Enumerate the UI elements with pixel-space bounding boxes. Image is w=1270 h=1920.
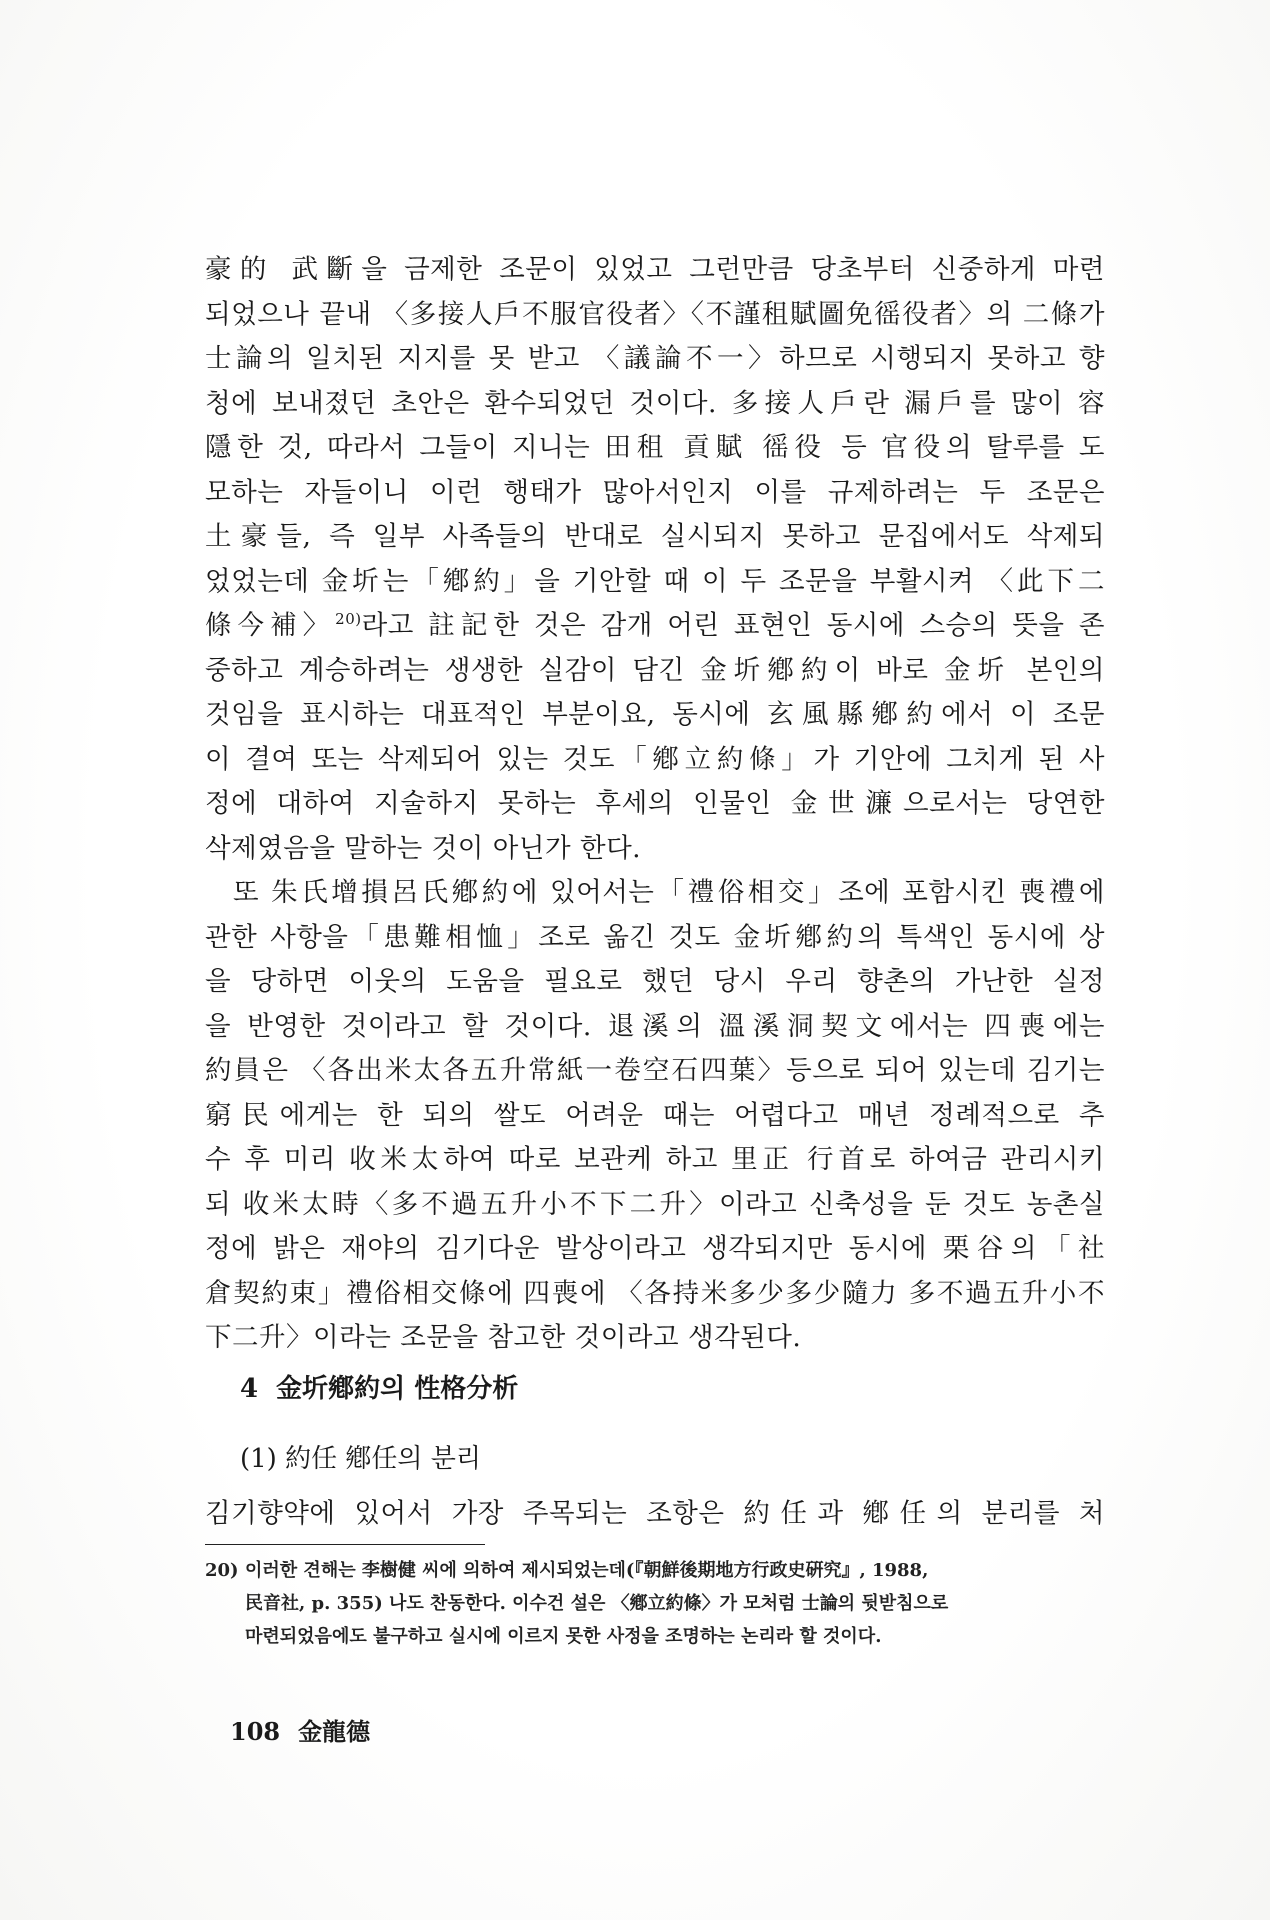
section-heading bbox=[240, 1368, 518, 1405]
body-line: 정에 밝은 재야의 김기다운 발상이라고 생각되지만 동시에 栗谷의「社 bbox=[205, 1233, 1105, 1264]
body-line: 窮民에게는 한 되의 쌀도 어려운 때는 어렵다고 매년 정례적으로 추 bbox=[205, 1099, 1105, 1131]
body-line: 것임을 표시하는 대표적인 부분이요, 동시에 玄風縣鄕約에서 이 조문 bbox=[205, 699, 1105, 730]
footnote-text: 이러한 견해는 李樹健 씨에 의하여 제시되었는데(『朝鮮後期地方行政史硏究』, 1988, bbox=[245, 1560, 929, 1581]
footnote-divider bbox=[205, 1544, 485, 1545]
page-number: 108 bbox=[230, 1717, 281, 1746]
body-line: 수 후 미리 收米太하여 따로 보관케 하고 里正 行首로 하여금 관리시키 bbox=[205, 1144, 1105, 1175]
body-line: 倉契約束」禮俗相交條에 四喪에 〈各持米多少多少隨力 多不過五升小不 bbox=[205, 1277, 1105, 1309]
body-line: 정에 대하여 지술하지 못하는 후세의 인물인 金世濂으로서는 당연한 bbox=[205, 788, 1105, 819]
body-line: 관한 사항을「患難相恤」조로 옮긴 것도 金圻鄕約의 특색인 동시에 상 bbox=[205, 921, 1105, 953]
body-line: 을 당하면 이웃의 도움을 필요로 했던 당시 우리 향촌의 가난한 실정 bbox=[205, 966, 1105, 997]
body-line: 되었으나 끝내 〈多接人戶不服官役者〉〈不謹租賦圖免徭役者〉의 二條가 bbox=[205, 298, 1105, 330]
body-line: 중하고 계승하려는 생생한 실감이 담긴 金圻鄕約이 바로 金圻 본인의 bbox=[205, 654, 1105, 686]
footnote-block bbox=[205, 1554, 1105, 1653]
body-line: 었었는데 金圻는「鄕約」을 기안할 때 이 두 조문을 부활시켜 〈此下二 bbox=[205, 565, 1105, 597]
body-line: 土豪들, 즉 일부 사족들의 반대로 실시되지 못하고 문집에서도 삭제되 bbox=[205, 521, 1105, 552]
body-line: 김기향약에 있어서 가장 주목되는 조항은 約任과 鄕任의 분리를 처 bbox=[205, 1498, 1105, 1529]
main-text-block bbox=[205, 248, 1105, 1361]
body-line: 士論의 일치된 지지를 못 받고 〈議論不一〉하므로 시행되지 못하고 향 bbox=[205, 343, 1105, 374]
body-line-with-footnote-ref bbox=[205, 604, 1105, 649]
continuing-text-block bbox=[205, 1492, 1105, 1537]
body-line: 청에 보내졌던 초안은 환수되었던 것이다. 多接人戶란 漏戶를 많이 容 bbox=[205, 387, 1105, 419]
section-number: 4 bbox=[240, 1374, 259, 1404]
body-line-start: 條今補〉 bbox=[205, 610, 336, 641]
body-line-end: 라고 註記한 것은 감개 어린 표현인 동시에 스승의 뜻을 존 bbox=[361, 610, 1105, 641]
footnote-number: 20) bbox=[205, 1560, 239, 1581]
section-title: 金圻鄕約의 性格分析 bbox=[276, 1374, 519, 1404]
footnote-reference: 20) bbox=[335, 610, 362, 629]
body-line: 을 반영한 것이라고 할 것이다. 退溪의 溫溪洞契文에서는 四喪에는 bbox=[205, 1010, 1105, 1042]
page-footer bbox=[230, 1712, 370, 1747]
footnote-line: 마련되었음에도 불구하고 실시에 이르지 못한 사정을 조명하는 논리라 할 것이다. bbox=[245, 1626, 882, 1647]
footnote-line bbox=[205, 1554, 1105, 1587]
running-author: 金龍德 bbox=[298, 1717, 371, 1746]
body-line: 隱한 것, 따라서 그들이 지니는 田租 貢賦 徭役 등 官役의 탈루를 도 bbox=[205, 432, 1105, 463]
body-line: 삭제였음을 말하는 것이 아닌가 한다. bbox=[205, 832, 642, 864]
body-line: 下二升〉이라는 조문을 참고한 것이라고 생각된다. bbox=[205, 1322, 802, 1353]
subsection-heading: (1) 約任 鄕任의 분리 bbox=[240, 1444, 481, 1474]
footnote-line: 民音社, p. 355) 나도 찬동한다. 이수건 설은 〈鄕立約條〉가 모처럼 士論의 뒷받침으로 bbox=[245, 1593, 949, 1614]
body-line: 이 결여 또는 삭제되어 있는 것도「鄕立約條」가 기안에 그치게 된 사 bbox=[205, 743, 1105, 775]
body-line: 되 收米太時〈多不過五升小不下二升〉이라고 신축성을 둔 것도 농촌실 bbox=[205, 1188, 1105, 1220]
body-line: 豪的 武斷을 금제한 조문이 있었고 그런만큼 당초부터 신중하게 마련 bbox=[205, 254, 1105, 285]
body-line: 또 朱氏增損呂氏鄕約에 있어서는「禮俗相交」조에 포함시킨 喪禮에 bbox=[233, 877, 1105, 908]
body-line: 모하는 자들이니 이런 행태가 많아서인지 이를 규제하려는 두 조문은 bbox=[205, 476, 1105, 508]
body-line: 約員은 〈各出米太各五升常紙一卷空石四葉〉등으로 되어 있는데 김기는 bbox=[205, 1055, 1105, 1086]
